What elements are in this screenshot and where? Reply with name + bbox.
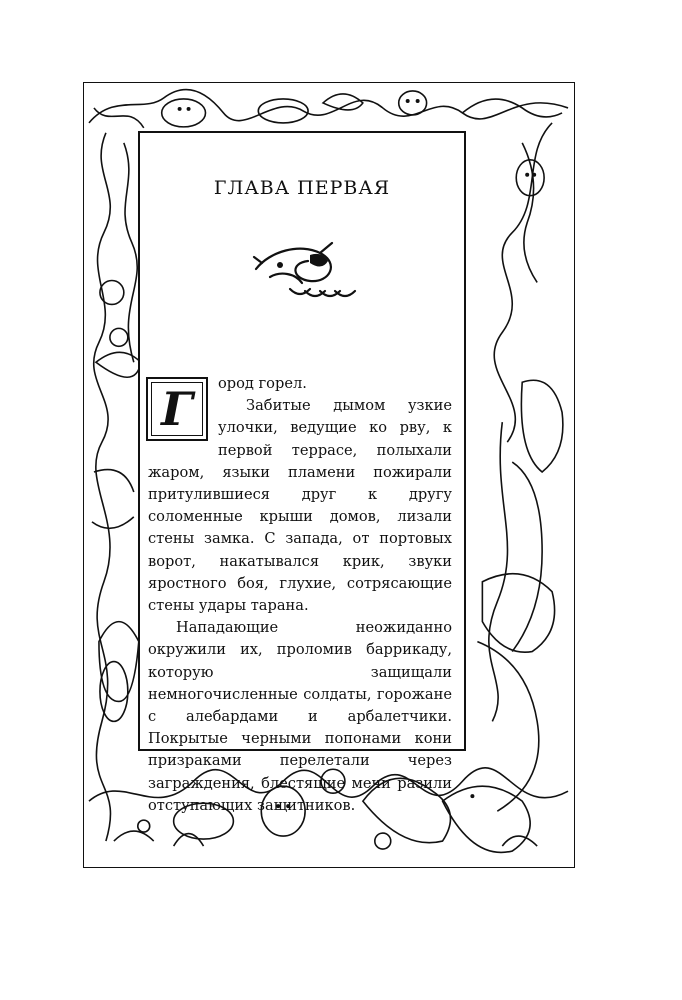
chapter-body-text (148, 373, 452, 817)
dropcap (146, 377, 208, 441)
paragraph-2: Нападающие неожиданно окружили их, проломив баррикаду, которую защищали немногочисленные солдаты, горожане с алебардами и арбалетчики. Покрытые черными попонами кони призраками перелетали через заграждения, блестящие мечи разили отступающих защитников. (148, 619, 452, 814)
chapter-ornament-icon (250, 233, 360, 303)
chapter-title: ГЛАВА ПЕРВАЯ (213, 177, 391, 199)
paragraph-1: Забитые дымом узкие улочки, ведущие ко рву, к первой террасе, полыхали жаром, языки пламени пожирали притулившиеся друг к другу соломенные крыши домов, лизали стены замка. С запада, от портовых ворот, накатывался крик, звуки яростного боя, глухие, сотрясающие стены удары тарана. (148, 397, 452, 615)
opening-line: ород горел. (218, 375, 307, 392)
text-panel (138, 131, 466, 814)
dropcap-letter: Г (161, 381, 193, 436)
